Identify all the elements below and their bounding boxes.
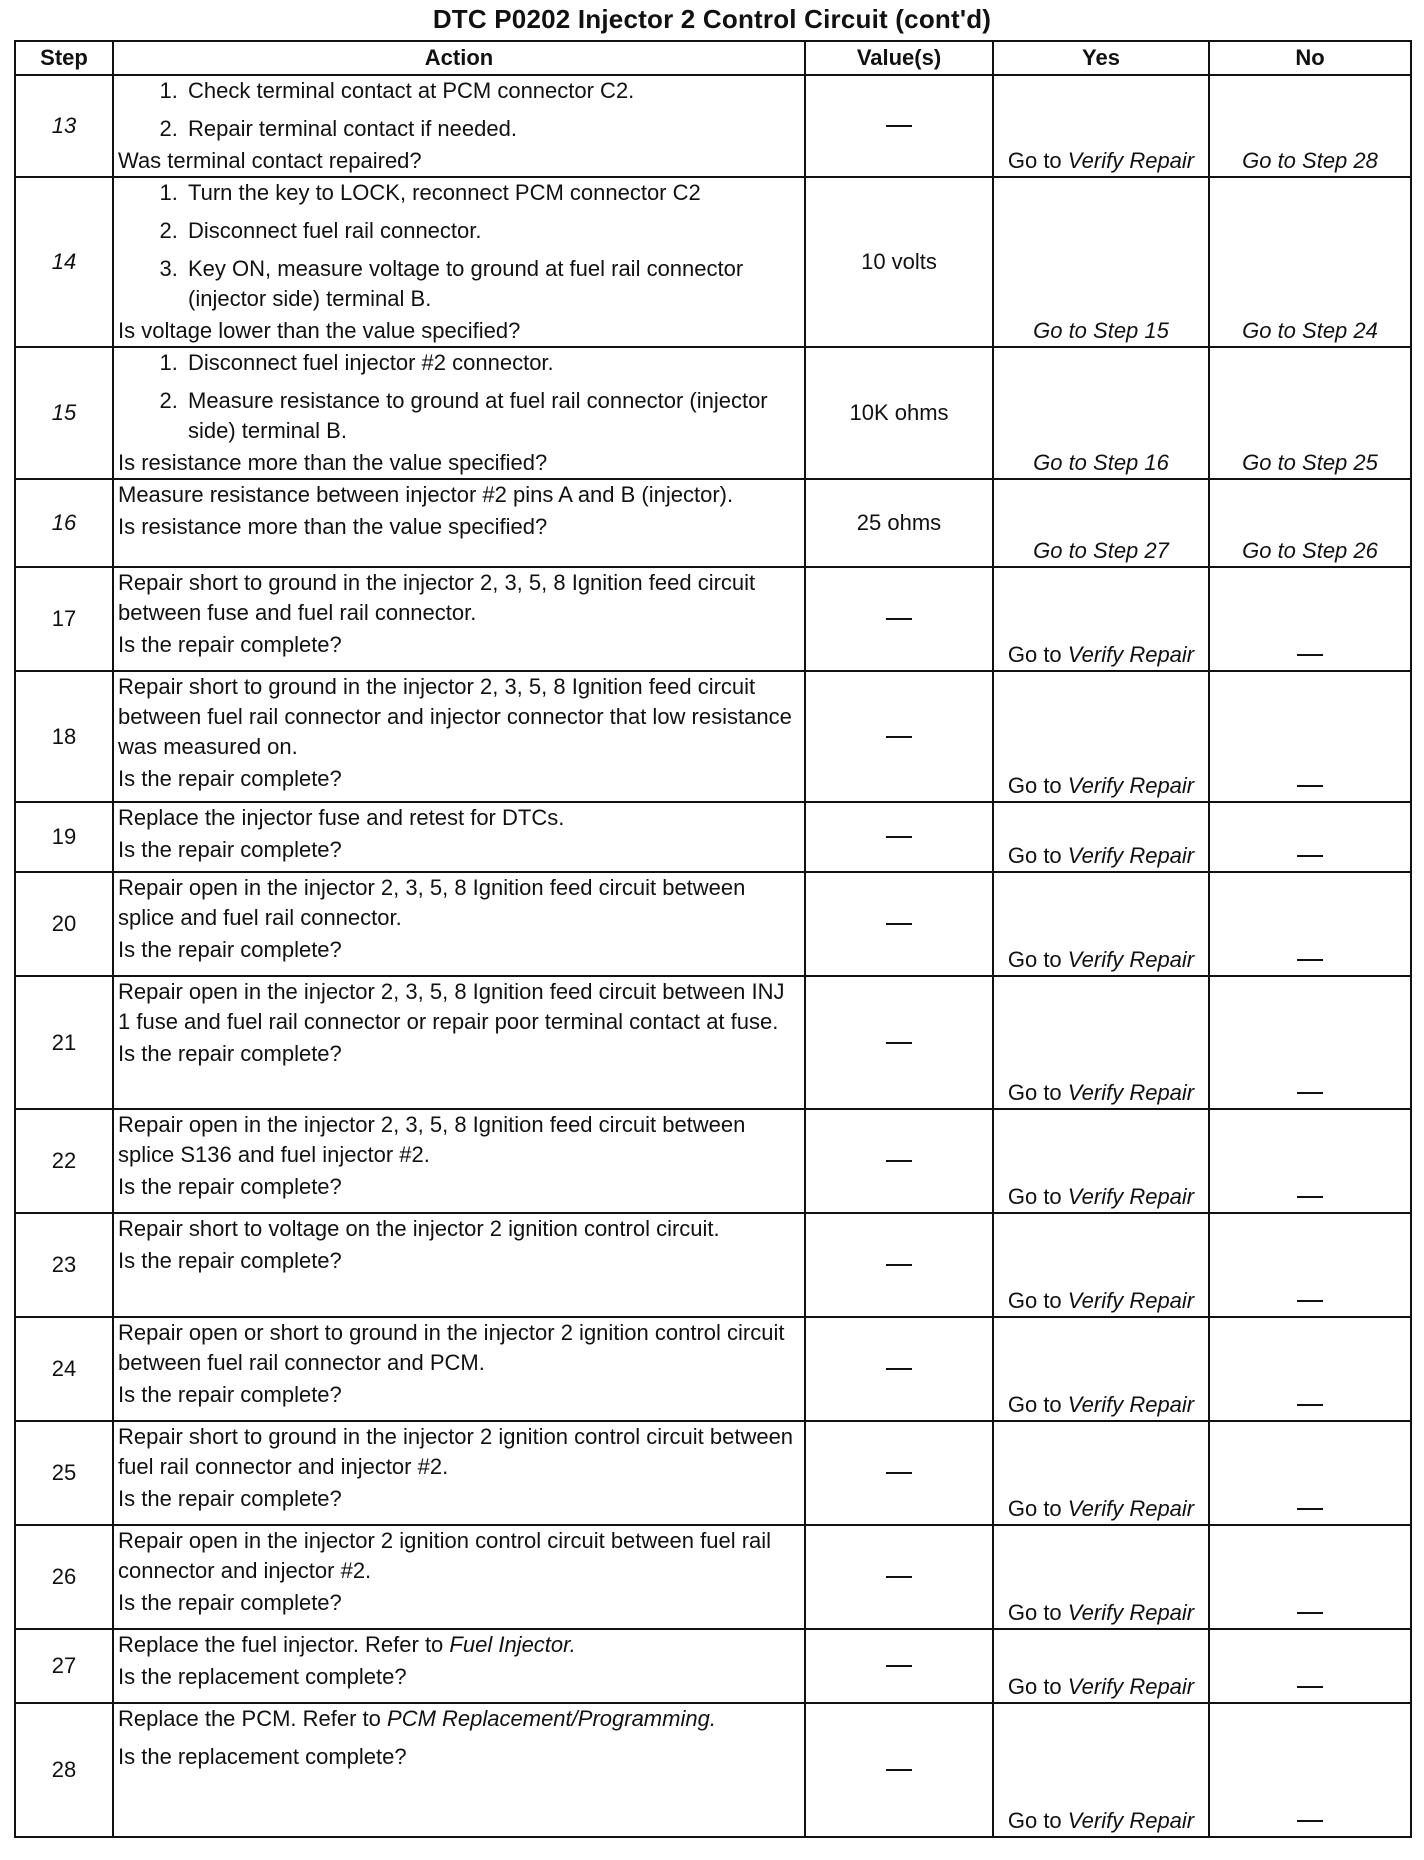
value-cell <box>805 1317 993 1421</box>
yes-ref: Verify Repair <box>1067 1496 1195 1521</box>
dash <box>886 836 912 838</box>
action-cell <box>113 567 805 671</box>
dash <box>1297 1820 1323 1822</box>
no-cell <box>1209 1317 1411 1421</box>
table-header-row <box>15 41 1411 75</box>
header-yes: Yes <box>993 41 1209 75</box>
dash <box>886 923 912 925</box>
value-cell: 25 ohms <box>805 479 993 567</box>
no-cell <box>1209 567 1411 671</box>
action-cell <box>113 1109 805 1213</box>
yes-cell: Go to Step 27 <box>993 479 1209 567</box>
table-row <box>15 976 1411 1109</box>
action-question: Is the repair complete? <box>118 1382 342 1407</box>
dash <box>1297 1612 1323 1614</box>
action-text <box>118 1630 800 1660</box>
yes-ref: Verify Repair <box>1067 843 1195 868</box>
action-cell <box>113 75 805 177</box>
table-row <box>15 479 1411 567</box>
dash <box>1297 1092 1323 1094</box>
action-question: Is resistance more than the value specified? <box>118 514 548 539</box>
table-row <box>15 802 1411 872</box>
value-cell <box>805 976 993 1109</box>
yes-ref: Verify Repair <box>1067 947 1195 972</box>
action-cell <box>113 347 805 479</box>
action-text: Repair open or short to ground in the injector 2 ignition control circuit between fuel rail connector and PCM. <box>118 1320 785 1375</box>
step-cell: 19 <box>15 802 113 872</box>
no-cell <box>1209 976 1411 1109</box>
action-question: Is the repair complete? <box>118 937 342 962</box>
yes-prefix: Go to <box>1007 148 1062 173</box>
table-row <box>15 567 1411 671</box>
dash <box>886 1160 912 1162</box>
header-values: Value(s) <box>805 41 993 75</box>
action-cell <box>113 872 805 976</box>
action-cell <box>113 1317 805 1421</box>
yes-ref: Verify Repair <box>1067 1600 1195 1625</box>
no-cell <box>1209 1421 1411 1525</box>
table-row <box>15 1317 1411 1421</box>
value-cell <box>805 872 993 976</box>
dash <box>886 1769 912 1771</box>
action-cell <box>113 177 805 347</box>
action-question: Is resistance more than the value specified? <box>118 450 548 475</box>
action-text: Repair open in the injector 2, 3, 5, 8 Ignition feed circuit between splice S136 and fuel injector #2. <box>118 1112 746 1167</box>
yes-ref: Verify Repair <box>1067 1184 1195 1209</box>
value-cell <box>805 1213 993 1317</box>
yes-prefix: Go to <box>1007 1808 1062 1833</box>
action-text-lead: Replace the fuel injector. Refer to <box>118 1632 444 1657</box>
step-cell: 13 <box>15 75 113 177</box>
no-cell: Go to Step 25 <box>1209 347 1411 479</box>
yes-ref: Verify Repair <box>1067 1392 1195 1417</box>
step-cell: 22 <box>15 1109 113 1213</box>
action-step: 1. Disconnect fuel injector #2 connector. <box>184 348 800 378</box>
dash <box>1297 959 1323 961</box>
yes-cell <box>993 1213 1209 1317</box>
yes-cell <box>993 1629 1209 1703</box>
value-cell <box>805 1421 993 1525</box>
value-cell <box>805 1629 993 1703</box>
step-cell: 23 <box>15 1213 113 1317</box>
yes-prefix: Go to <box>1007 642 1062 667</box>
action-question: Was terminal contact repaired? <box>118 148 422 173</box>
dash <box>1297 1300 1323 1302</box>
action-text-ref: PCM Replacement/Programming. <box>387 1706 716 1731</box>
action-text: Repair open in the injector 2, 3, 5, 8 Ignition feed circuit between INJ 1 fuse and fuel rail connector or repair poor terminal contact at fuse. <box>118 979 785 1034</box>
dash <box>1297 1196 1323 1198</box>
action-question: Is the repair complete? <box>118 1590 342 1615</box>
action-question: Is the repair complete? <box>118 1174 342 1199</box>
header-no: No <box>1209 41 1411 75</box>
table-row <box>15 1213 1411 1317</box>
action-cell <box>113 671 805 802</box>
value-cell <box>805 1703 993 1837</box>
dash <box>886 1042 912 1044</box>
no-cell: Go to Step 26 <box>1209 479 1411 567</box>
yes-cell: Go to Step 15 <box>993 177 1209 347</box>
table-row <box>15 872 1411 976</box>
no-cell: Go to Step 24 <box>1209 177 1411 347</box>
action-cell <box>113 1629 805 1703</box>
action-text: Repair open in the injector 2 ignition control circuit between fuel rail connector and injector #2. <box>118 1528 772 1583</box>
yes-prefix: Go to <box>1007 1184 1062 1209</box>
yes-cell <box>993 671 1209 802</box>
action-step: 2. Measure resistance to ground at fuel rail connector (injector side) terminal B. <box>184 386 800 446</box>
action-question: Is the repair complete? <box>118 766 342 791</box>
table-row <box>15 347 1411 479</box>
no-cell <box>1209 872 1411 976</box>
no-cell <box>1209 802 1411 872</box>
yes-cell: Go to Step 16 <box>993 347 1209 479</box>
yes-ref: Verify Repair <box>1067 1674 1195 1699</box>
dash <box>886 1665 912 1667</box>
yes-prefix: Go to <box>1007 773 1062 798</box>
action-question: Is the repair complete? <box>118 837 342 862</box>
value-cell: 10 volts <box>805 177 993 347</box>
value-cell <box>805 567 993 671</box>
header-action: Action <box>113 41 805 75</box>
action-cell <box>113 1421 805 1525</box>
no-cell <box>1209 1525 1411 1629</box>
action-step: 3. Key ON, measure voltage to ground at fuel rail connector (injector side) terminal B. <box>184 254 800 314</box>
yes-prefix: Go to <box>1007 1674 1062 1699</box>
yes-cell <box>993 1109 1209 1213</box>
yes-ref: Verify Repair <box>1067 1080 1195 1105</box>
yes-prefix: Go to <box>1007 1600 1062 1625</box>
value-cell <box>805 671 993 802</box>
action-steps <box>118 348 800 446</box>
action-question: Is the repair complete? <box>118 1041 342 1066</box>
action-text-ref: Fuel Injector. <box>449 1632 576 1657</box>
yes-cell <box>993 75 1209 177</box>
yes-ref: Verify Repair <box>1067 148 1195 173</box>
dash <box>886 1472 912 1474</box>
value-cell: 10K ohms <box>805 347 993 479</box>
step-cell: 27 <box>15 1629 113 1703</box>
action-question: Is voltage lower than the value specified? <box>118 318 521 343</box>
step-cell: 14 <box>15 177 113 347</box>
table-row <box>15 177 1411 347</box>
action-text: Repair short to ground in the injector 2 ignition control circuit between fuel rail connector and injector #2. <box>118 1424 794 1479</box>
action-cell <box>113 1703 805 1837</box>
no-cell <box>1209 1213 1411 1317</box>
value-cell <box>805 75 993 177</box>
step-cell: 28 <box>15 1703 113 1837</box>
step-cell: 16 <box>15 479 113 567</box>
action-cell <box>113 479 805 567</box>
no-cell: Go to Step 28 <box>1209 75 1411 177</box>
step-cell: 17 <box>15 567 113 671</box>
yes-ref: Verify Repair <box>1067 1288 1195 1313</box>
action-text: Repair short to ground in the injector 2, 3, 5, 8 Ignition feed circuit between fuel rail connector and injector connector that low resistance was measured on. <box>118 674 792 759</box>
step-cell: 21 <box>15 976 113 1109</box>
yes-ref: Verify Repair <box>1067 642 1195 667</box>
table-row <box>15 1109 1411 1213</box>
step-cell: 15 <box>15 347 113 479</box>
action-cell <box>113 976 805 1109</box>
dash <box>886 125 912 127</box>
value-cell <box>805 1525 993 1629</box>
dash <box>886 1368 912 1370</box>
no-cell <box>1209 1109 1411 1213</box>
action-step: 2. Repair terminal contact if needed. <box>184 114 800 144</box>
action-cell <box>113 802 805 872</box>
diagnostic-table <box>14 40 1412 1838</box>
dash <box>886 1576 912 1578</box>
action-question: Is the repair complete? <box>118 1486 342 1511</box>
yes-prefix: Go to <box>1007 1392 1062 1417</box>
yes-prefix: Go to <box>1007 947 1062 972</box>
table-row <box>15 1525 1411 1629</box>
yes-ref: Verify Repair <box>1067 1808 1195 1833</box>
yes-prefix: Go to <box>1007 843 1062 868</box>
dash <box>1297 654 1323 656</box>
step-cell: 20 <box>15 872 113 976</box>
value-cell <box>805 1109 993 1213</box>
table-row <box>15 1629 1411 1703</box>
table-row <box>15 1421 1411 1525</box>
yes-ref: Verify Repair <box>1067 773 1195 798</box>
action-text: Repair open in the injector 2, 3, 5, 8 Ignition feed circuit between splice and fuel rail connector. <box>118 875 746 930</box>
action-text: Replace the injector fuse and retest for DTCs. <box>118 805 565 830</box>
action-steps <box>118 178 800 314</box>
yes-prefix: Go to <box>1007 1288 1062 1313</box>
no-cell <box>1209 671 1411 802</box>
action-question: Is the repair complete? <box>118 1248 342 1273</box>
yes-cell <box>993 802 1209 872</box>
table-row <box>15 75 1411 177</box>
action-step: 1. Turn the key to LOCK, reconnect PCM connector C2 <box>184 178 800 208</box>
dash <box>886 618 912 620</box>
step-cell: 24 <box>15 1317 113 1421</box>
step-cell: 26 <box>15 1525 113 1629</box>
yes-cell <box>993 872 1209 976</box>
action-text: Measure resistance between injector #2 pins A and B (injector). <box>118 482 734 507</box>
yes-cell <box>993 1703 1209 1837</box>
yes-cell <box>993 1421 1209 1525</box>
action-step: 2. Disconnect fuel rail connector. <box>184 216 800 246</box>
header-step: Step <box>15 41 113 75</box>
table-row <box>15 1703 1411 1837</box>
action-text <box>118 1704 800 1734</box>
dash <box>886 736 912 738</box>
no-cell <box>1209 1629 1411 1703</box>
action-cell <box>113 1525 805 1629</box>
action-question: Is the replacement complete? <box>118 1744 407 1769</box>
action-text: Repair short to ground in the injector 2, 3, 5, 8 Ignition feed circuit between fuse and fuel rail connector. <box>118 570 756 625</box>
no-cell <box>1209 1703 1411 1837</box>
table-row <box>15 671 1411 802</box>
dash <box>1297 855 1323 857</box>
yes-cell <box>993 1525 1209 1629</box>
dash <box>1297 1508 1323 1510</box>
page-title: DTC P0202 Injector 2 Control Circuit (cont'd) <box>432 4 992 34</box>
action-question: Is the repair complete? <box>118 632 342 657</box>
yes-cell <box>993 1317 1209 1421</box>
yes-prefix: Go to <box>1007 1496 1062 1521</box>
action-text-lead: Replace the PCM. Refer to <box>118 1706 381 1731</box>
action-cell <box>113 1213 805 1317</box>
yes-cell <box>993 976 1209 1109</box>
step-cell: 25 <box>15 1421 113 1525</box>
yes-cell <box>993 567 1209 671</box>
step-cell: 18 <box>15 671 113 802</box>
value-cell <box>805 802 993 872</box>
dash <box>1297 1404 1323 1406</box>
action-step: 1. Check terminal contact at PCM connector C2. <box>184 76 800 106</box>
dash <box>1297 785 1323 787</box>
dash <box>1297 1686 1323 1688</box>
yes-prefix: Go to <box>1007 1080 1062 1105</box>
action-question: Is the replacement complete? <box>118 1664 407 1689</box>
action-steps <box>118 76 800 144</box>
action-text: Repair short to voltage on the injector 2 ignition control circuit. <box>118 1216 720 1241</box>
dash <box>886 1264 912 1266</box>
